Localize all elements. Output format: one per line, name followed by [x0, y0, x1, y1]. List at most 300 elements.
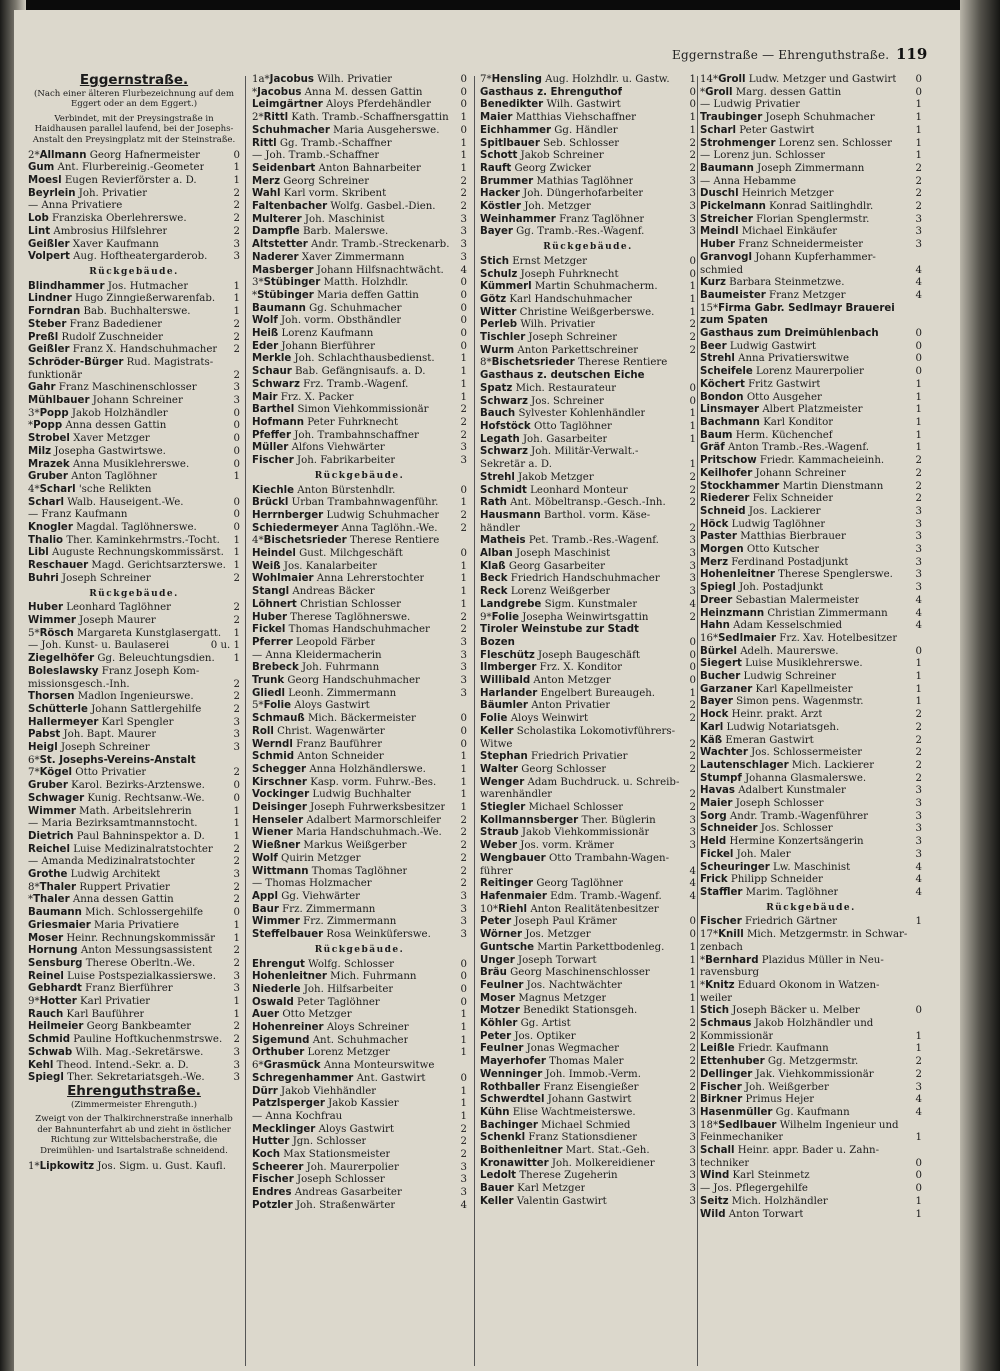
floor-number: 3 [460, 251, 467, 263]
floor-number: 0 [460, 124, 467, 136]
resident-entry [480, 176, 696, 189]
floor-number: 3 [460, 649, 467, 661]
resident-name: Harlander Engelbert Bureaugeh. [480, 687, 656, 699]
resident-name: *Jacobus Anna M. dessen Gattin [252, 86, 423, 98]
resident-name: Leimgärtner Aloys Pferdehändler [252, 99, 431, 111]
floor-number: 1 [460, 150, 467, 162]
resident-entry [480, 188, 696, 201]
resident-entry [700, 125, 922, 138]
resident-name: Baum Herm. Küchenchef [700, 429, 833, 441]
resident-name: Baumann Joseph Zimmermann [700, 162, 865, 174]
resident-entry [700, 1209, 922, 1222]
resident-entry [480, 700, 696, 713]
resident-entry [700, 1132, 922, 1145]
floor-number: 2 [460, 429, 467, 441]
resident-name: Wolf Quirin Metzger [252, 852, 361, 864]
resident-name: Baumann Gg. Schuhmacher [252, 302, 402, 314]
resident-name: Riederer Felix Schneider [700, 493, 834, 505]
floor-number: 2 [460, 865, 467, 877]
resident-name: Gebhardt Franz Bierführer [28, 983, 173, 995]
street-heading: Ehrenguthstraße. [67, 1083, 201, 1099]
floor-number: 2 [460, 878, 467, 890]
floor-number [693, 777, 696, 790]
resident-name: Garzaner Karl Kapellmeister [700, 683, 853, 695]
resident-entry [480, 586, 696, 599]
column-4 [700, 74, 922, 1221]
floor-number: 1 [915, 1132, 922, 1144]
resident-entry [480, 345, 696, 358]
floor-number: 3 [233, 1046, 240, 1058]
resident-name: Baumann Mich. Schlossergehilfe [28, 907, 203, 919]
floor-number: 2 [915, 480, 922, 492]
resident-name: 6*St. Josephs-Vereins-Anstalt [28, 754, 196, 766]
floor-number: 0 [460, 302, 467, 314]
resident-entry [700, 874, 922, 887]
resident-name: Spatz Mich. Restaurateur [480, 382, 617, 394]
resident-entry [480, 1132, 696, 1145]
resident-name: Griesmaier Maria Privatiere [28, 919, 180, 931]
resident-name: Wiener Maria Handschuhmach.-We. [252, 827, 442, 839]
floor-number: 0 [233, 780, 240, 792]
floor-number: 1 [689, 459, 696, 471]
resident-entry [700, 379, 922, 392]
floor-number: 2 [915, 201, 922, 213]
floor-number: 2 [689, 471, 696, 483]
resident-entry [480, 662, 696, 675]
floor-number: 0 [915, 353, 922, 365]
floor-number: 1 [915, 683, 922, 695]
resident-name: Koch Max Stationsmeister [252, 1149, 391, 1161]
floor-number: 0 [460, 484, 467, 496]
resident-name: Schuhmacher Maria Ausgeherswe. [252, 124, 440, 136]
resident-entry [28, 226, 240, 239]
column-1 [28, 74, 240, 1173]
resident-name: Wohlmaier Anna Lehrerstochter [252, 573, 425, 585]
resident-name: Roll Christ. Wagenwärter [252, 725, 385, 737]
resident-name: Beyrlein Joh. Privatier [28, 187, 148, 199]
resident-name: Patzlsperger Jakob Kassier [252, 1098, 399, 1110]
resident-entry [252, 535, 467, 548]
resident-entry [700, 967, 922, 980]
floor-number: 3 [915, 569, 922, 581]
resident-entry [700, 658, 922, 671]
resident-name: Hallermeyer Karl Spengler [28, 716, 174, 728]
street-note: Zweigt von der Thalkirchnerstraße innerhalb der Bahnunterfahrt ab und zieht in östlicher Richtung zur Wittelsbacherstraße, die Dreimühlen- und Isartalstraße schneidend. [35, 1114, 233, 1157]
floor-number: 3 [915, 785, 922, 797]
resident-entry [28, 509, 240, 522]
resident-entry [28, 1047, 240, 1060]
floor-number: 1 [233, 932, 240, 944]
floor-number: 3 [233, 395, 240, 407]
resident-entry [480, 916, 696, 929]
floor-number [919, 1120, 922, 1133]
resident-entry [28, 933, 240, 946]
resident-entry [252, 878, 467, 891]
resident-name: Köchert Fritz Gastwirt [700, 378, 821, 390]
resident-entry [480, 942, 696, 955]
resident-entry [480, 599, 696, 612]
resident-name: 4*Bischetsrieder Therese Rentiere [252, 535, 440, 547]
floor-number [919, 252, 922, 265]
resident-entry [28, 793, 240, 806]
resident-entry [700, 1031, 922, 1044]
floor-number: 2 [233, 187, 240, 199]
floor-number: 3 [233, 716, 240, 728]
floor-number: 0 [233, 522, 240, 534]
resident-name: Altstetter Andr. Tramb.-Streckenarb. [252, 239, 450, 251]
resident-name: Steffelbauer Rosa Weinküferswe. [252, 929, 431, 941]
floor-number: 2 [233, 678, 240, 690]
resident-name: *Knitz Eduard Ökonom in Watzen- [700, 979, 880, 991]
resident-name: Lob Franziska Oberlehrerswe. [28, 213, 187, 225]
resident-name: 7*Kögel Otto Privatier [28, 767, 147, 779]
resident-entry [252, 485, 467, 498]
resident-name: Keller Valentin Gastwirt [480, 1195, 607, 1207]
floor-number: 1 [460, 1034, 467, 1046]
floor-number [919, 993, 922, 1006]
resident-entry [28, 446, 240, 459]
resident-entry [252, 548, 467, 561]
resident-name: 18*Sedlbauer Wilhelm Ingenieur und [700, 1119, 899, 1131]
resident-entry [480, 1031, 696, 1044]
resident-entry [28, 1021, 240, 1034]
resident-name: Schmauß Mich. Bäckermeister [252, 713, 416, 725]
resident-name: Henseler Adalbert Marmorschleifer [252, 814, 442, 826]
running-head: Eggernstraße — Ehrenguthstraße. [672, 48, 890, 62]
resident-entry [480, 1170, 696, 1183]
floor-number: 3 [689, 1145, 696, 1157]
floor-number: 2 [233, 691, 240, 703]
resident-entry [480, 904, 696, 917]
floor-number: 1 [460, 598, 467, 610]
resident-entry [700, 773, 922, 786]
resident-entry [480, 485, 696, 498]
resident-name: Pferrer Leopold Färber [252, 636, 376, 648]
floor-number: 1 [689, 979, 696, 991]
floor-number: 0 [460, 1072, 467, 1084]
resident-entry [252, 827, 467, 840]
floor-number: 4 [915, 289, 922, 301]
resident-entry [480, 853, 696, 866]
resident-name: Merz Georg Schreiner [252, 175, 370, 187]
floor-number: 2 [233, 703, 240, 715]
floor-number: 0 [460, 971, 467, 983]
floor-number: 3 [689, 1170, 696, 1182]
resident-name: 3*Stübinger Matth. Holzhdlr. [252, 277, 409, 289]
floor-number: 1 [460, 378, 467, 390]
floor-number: 2 [689, 1094, 696, 1106]
resident-name: *Stübinger Maria deffen Gattin [252, 289, 419, 301]
resident-entry [700, 595, 922, 608]
resident-entry [252, 612, 467, 625]
resident-name: Scheuringer Lw. Maschinist [700, 861, 851, 873]
floor-number: 4 [915, 607, 922, 619]
resident-name: Steber Franz Badediener [28, 318, 163, 330]
floor-number: 1 [460, 1098, 467, 1110]
resident-name: Gliedl Leonh. Zimmermann [252, 687, 397, 699]
resident-name: Reck Lorenz Weißgerber [480, 586, 611, 598]
resident-entry [252, 163, 467, 176]
resident-entry [252, 1098, 467, 1111]
resident-name: Spitlbauer Seb. Schlosser [480, 137, 620, 149]
resident-name: Heindel Gust. Milchgeschäft [252, 548, 403, 560]
resident-entry [480, 125, 696, 138]
resident-entry [28, 780, 240, 793]
resident-name: 17*Knill Mich. Metzgermstr. in Schwar- [700, 929, 908, 941]
floor-number: 0 [915, 366, 922, 378]
floor-number [693, 370, 696, 383]
resident-entry [700, 150, 922, 163]
resident-name: 3*Popp Jakob Holzhändler [28, 407, 168, 419]
floor-number: 3 [689, 1183, 696, 1195]
floor-number: 0 [460, 74, 467, 85]
floor-number: 0 [233, 445, 240, 457]
floor-number: 4 [915, 594, 922, 606]
resident-entry [700, 481, 922, 494]
floor-number: 0 [915, 1183, 922, 1195]
resident-entry [700, 747, 922, 760]
resident-entry [700, 955, 922, 968]
resident-name: Wolf Joh. vorm. Obsthändler [252, 315, 402, 327]
floor-number: 1 [689, 433, 696, 445]
resident-entry [700, 226, 922, 239]
resident-name: Hock Heinr. prakt. Arzt [700, 709, 823, 721]
resident-name: Schregenhammer Ant. Gastwirt [252, 1072, 426, 1084]
resident-name: Rauft Georg Zwicker [480, 162, 592, 174]
resident-entry [480, 688, 696, 701]
floor-number: 4 [915, 277, 922, 289]
resident-entry [700, 277, 922, 290]
resident-name: Scharl Peter Gastwirt [700, 124, 815, 136]
floor-number: 3 [233, 983, 240, 995]
resident-entry [28, 547, 240, 560]
floor-number: 0 [460, 340, 467, 352]
resident-name: 1*Lipkowitz Jos. Sigm. u. Gust. Kaufl. [28, 1160, 226, 1172]
resident-entry [480, 510, 696, 523]
resident-entry [252, 523, 467, 536]
resident-entry [700, 1107, 922, 1120]
floor-number: 3 [460, 662, 467, 674]
resident-name: Lindner Hugo Zinngießerwarenfab. [28, 293, 216, 305]
resident-name: Lautenschlager Mich. Lackierer [700, 759, 875, 771]
resident-entry [480, 87, 696, 100]
resident-name: Ettenhuber Gg. Metzgermstr. [700, 1056, 859, 1068]
resident-entry [28, 522, 240, 535]
floor-number: 2 [233, 614, 240, 626]
resident-entry [28, 293, 240, 306]
resident-entry [700, 557, 922, 570]
resident-entry [480, 150, 696, 163]
resident-name: — Ludwig Privatier [700, 99, 801, 111]
floor-number: 2 [689, 137, 696, 149]
floor-number: 3 [915, 810, 922, 822]
floor-number: 2 [233, 225, 240, 237]
resident-entry [252, 916, 467, 929]
floor-number: 2 [233, 881, 240, 893]
resident-name: Deisinger Joseph Fuhrwerksbesitzer [252, 802, 446, 814]
resident-name: Wurm Anton Parkettschreiner [480, 344, 639, 356]
floor-number: 4 [915, 874, 922, 886]
resident-name: Leißle Friedr. Kaufmann [700, 1043, 829, 1055]
floor-number: 3 [689, 175, 696, 187]
resident-entry [480, 281, 696, 294]
resident-name: Kümmerl Martin Schuhmacherm. [480, 281, 658, 293]
resident-entry [480, 408, 696, 421]
resident-name: Preßl Rudolf Zuschneider [28, 331, 164, 343]
resident-entry [28, 370, 240, 383]
resident-entry [252, 201, 467, 214]
resident-name: Hohenreiner Aloys Schreiner [252, 1022, 409, 1034]
resident-entry [480, 1196, 696, 1209]
resident-name: Kollmannsberger Ther. Büglerin [480, 814, 656, 826]
resident-entry [28, 653, 240, 666]
resident-name: Gräf Anton Tramb.-Res.-Wagenf. [700, 442, 869, 454]
resident-entry [252, 1200, 467, 1213]
floor-number: 1 [689, 293, 696, 305]
resident-entry [28, 628, 240, 641]
resident-entry [28, 420, 240, 433]
resident-name: Weber Jos. vorm. Krämer [480, 840, 615, 852]
resident-name: Wimmer Math. Arbeitslehrerin [28, 805, 192, 817]
floor-number: 3 [915, 582, 922, 594]
resident-entry [28, 497, 240, 510]
floor-number: 2 [689, 611, 696, 623]
resident-entry [480, 561, 696, 574]
resident-name: Huber Therese Taglöhnerswe. [252, 611, 411, 623]
resident-entry [700, 392, 922, 405]
resident-entry [28, 869, 240, 882]
floor-number: 2 [233, 856, 240, 868]
floor-number: 0 [460, 725, 467, 737]
floor-number: 2 [915, 709, 922, 721]
resident-name: Moser Magnus Metzger [480, 992, 607, 1004]
resident-entry [28, 213, 240, 226]
floor-number: 2 [460, 175, 467, 187]
floor-number [237, 755, 240, 768]
resident-name: — Jos. Pflegergehilfe [700, 1183, 808, 1195]
resident-entry [480, 802, 696, 815]
resident-name: Pfeffer Joh. Trambahnschaffner [252, 429, 419, 441]
floor-number: 3 [915, 848, 922, 860]
resident-name: Kirschner Kasp. vorm. Fuhrw.-Bes. [252, 776, 437, 788]
resident-name: Feulner Jos. Nachtwächter [480, 979, 622, 991]
floor-number: 2 [460, 509, 467, 521]
resident-entry [252, 1060, 467, 1073]
floor-number: 2 [689, 1030, 696, 1042]
floor-number: 2 [689, 332, 696, 344]
resident-name: Gasthaus z. Ehrenguthof [480, 86, 623, 98]
resident-name: händler [480, 522, 520, 534]
resident-name: Wimmer Frz. Zimmermann [252, 916, 397, 928]
floor-number: 1 [915, 658, 922, 670]
floor-number: 3 [689, 840, 696, 852]
floor-number: 4 [915, 264, 922, 276]
resident-name: Granvogl Johann Kupferhammer- [700, 251, 876, 263]
resident-name: Herrnberger Ludwig Schuhmacher [252, 509, 440, 521]
resident-entry [480, 421, 696, 434]
resident-entry [28, 281, 240, 294]
resident-entry [700, 569, 922, 582]
resident-name: Gruber Karol. Bezirks-Arztenswe. [28, 780, 205, 792]
floor-number: 3 [233, 729, 240, 741]
resident-name: Matheis Pet. Tramb.-Res.-Wagenf. [480, 535, 659, 547]
resident-name: Dreer Sebastian Malermeister [700, 594, 860, 606]
resident-entry [252, 150, 467, 163]
floor-number: 3 [915, 239, 922, 251]
resident-entry [28, 382, 240, 395]
floor-number: 1 [915, 429, 922, 441]
floor-number: 0 [460, 548, 467, 560]
floor-number: 2 [915, 467, 922, 479]
floor-number: 3 [460, 1187, 467, 1199]
resident-entry [252, 430, 467, 443]
resident-name: Bayer Simon pens. Wagenmstr. [700, 696, 864, 708]
resident-entry [700, 1082, 922, 1095]
floor-number: 1 [460, 366, 467, 378]
resident-name: Pickelmann Konrad Saitlinghdlr. [700, 201, 874, 213]
floor-number: 1 [915, 1208, 922, 1220]
floor-number: 0 [233, 792, 240, 804]
resident-name: Hausmann Barthol. vorm. Käse- [480, 509, 651, 521]
resident-name: Blindhammer Jos. Hutmacher [28, 280, 189, 292]
resident-entry [700, 1094, 922, 1107]
resident-name: — Amanda Medizinalratstochter [28, 856, 196, 868]
resident-name: Fischer Joh. Weißgerber [700, 1081, 829, 1093]
resident-name: Stumpf Johanna Glasmalerswe. [700, 772, 867, 784]
resident-name: Schiedermeyer Anna Taglöhn.-We. [252, 522, 438, 534]
resident-name: Strohmenger Lorenz sen. Schlosser [700, 137, 893, 149]
resident-name: Pabst Joh. Bapt. Maurer [28, 729, 157, 741]
resident-name: Wachter Jos. Schlossermeister [700, 747, 863, 759]
floor-number [464, 535, 467, 548]
resident-entry [28, 188, 240, 201]
floor-number: 1 [233, 162, 240, 174]
floor-number: 4 [915, 620, 922, 632]
resident-name: — Joh. Kunst- u. Baulaserei [28, 640, 170, 652]
floor-number: 2 [689, 802, 696, 814]
resident-name: Fleschütz Joseph Baugeschäft [480, 649, 640, 661]
resident-name: Sigemund Ant. Schuhmacher [252, 1034, 409, 1046]
resident-entry [480, 74, 696, 87]
resident-name: Schwarz Jos. Schreiner [480, 395, 604, 407]
resident-entry [480, 163, 696, 176]
floor-number: 0 [233, 407, 240, 419]
resident-name: Stephan Friedrich Privatier [480, 751, 628, 763]
resident-name: Duschl Heinrich Metzger [700, 188, 834, 200]
resident-entry [700, 993, 922, 1006]
floor-number: 0 [233, 496, 240, 508]
resident-entry [28, 150, 240, 163]
floor-number: 0 [233, 420, 240, 432]
resident-name: Milz Josepha Gastwirtswe. [28, 445, 166, 457]
resident-name: Schütterle Johann Sattlergehilfe [28, 703, 202, 715]
resident-entry [700, 188, 922, 201]
resident-entry [480, 650, 696, 663]
resident-name: Boleslawsky Franz Joseph Kom- [28, 665, 200, 677]
resident-name: Wenninger Joh. Immob.-Verm. [480, 1068, 641, 1080]
section-subheading: Rückgebäude. [314, 470, 405, 481]
resident-name: Hahn Adam Kesselschmied [700, 620, 843, 632]
section-subheading: Rückgebäude. [89, 267, 179, 277]
resident-name: Libl Auguste Rechnungskommissärst. [28, 547, 224, 559]
resident-entry [480, 472, 696, 485]
resident-entry [28, 1034, 240, 1047]
floor-number: 3 [460, 636, 467, 648]
resident-name: Schaur Bab. Gefängnisaufs. a. D. [252, 366, 426, 378]
resident-name: Appl Gg. Viehwärter [252, 891, 361, 902]
resident-entry [252, 1073, 467, 1086]
resident-entry [252, 1022, 467, 1035]
